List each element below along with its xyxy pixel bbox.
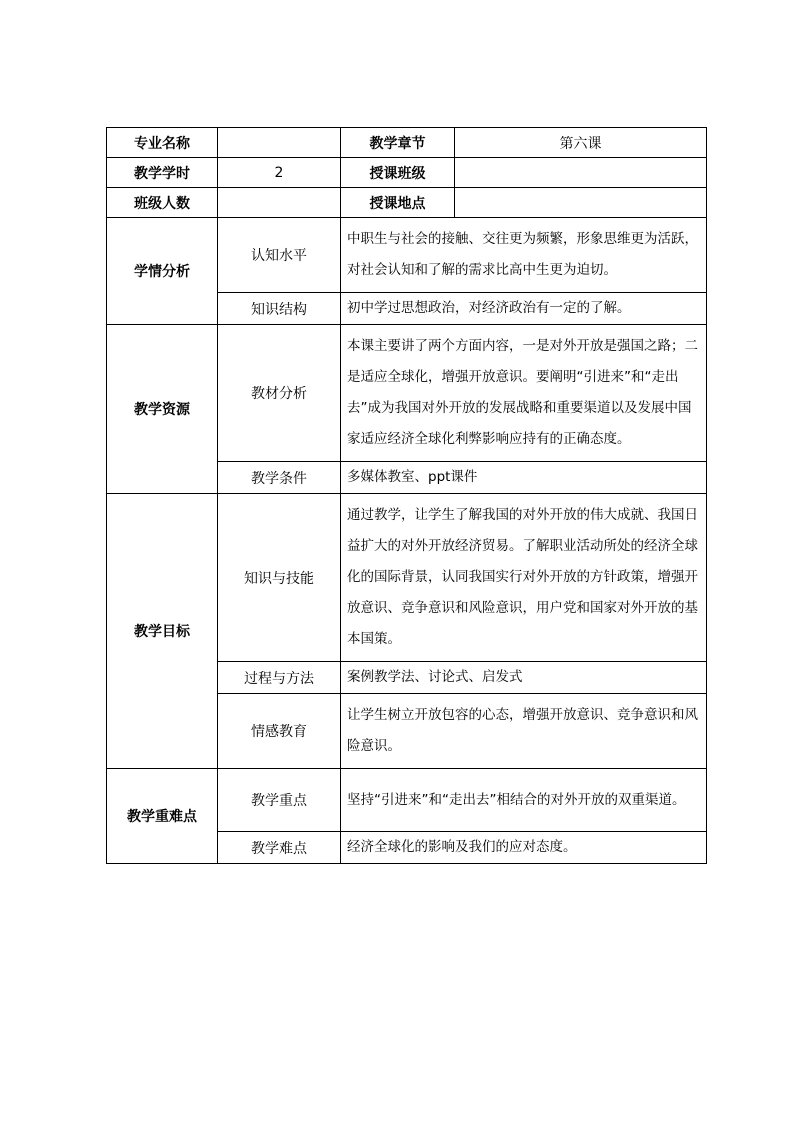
header-row-major bbox=[107, 128, 707, 158]
key-points-label: 教学重难点 bbox=[107, 769, 218, 864]
key-points-row-1 bbox=[107, 769, 707, 832]
count-label: 班级人数 bbox=[107, 188, 218, 218]
knowledge-skills-text: 通过教学，让学生了解我国的对外开放的伟大成就、我国日益扩大的对外开放经济贸易。了解职业活动所处的经济全球化的国际背景，认同我国实行对外开放的方针政策，增强开放意识、竞争意识和风险意识，用户党和国家对外开放的基本国策。 bbox=[341, 494, 707, 662]
emotional-education-text: 让学生树立开放包容的心态，增强开放意识、竞争意识和风险意识。 bbox=[341, 694, 707, 769]
difficult-point-label: 教学难点 bbox=[218, 832, 341, 864]
resources-label: 教学资源 bbox=[107, 325, 218, 494]
chapter-value: 第六课 bbox=[455, 128, 707, 158]
count-value bbox=[218, 188, 341, 218]
cognitive-level-label: 认知水平 bbox=[218, 218, 341, 293]
emotional-education-label: 情感教育 bbox=[218, 694, 341, 769]
difficult-point-text: 经济全球化的影响及我们的应对态度。 bbox=[341, 832, 707, 864]
objectives-label: 教学目标 bbox=[107, 494, 218, 769]
major-label: 专业名称 bbox=[107, 128, 218, 158]
location-value bbox=[455, 188, 707, 218]
hours-label: 教学学时 bbox=[107, 158, 218, 188]
location-label: 授课地点 bbox=[341, 188, 455, 218]
textbook-analysis-label: 教材分析 bbox=[218, 325, 341, 462]
major-value bbox=[218, 128, 341, 158]
student-analysis-row-1 bbox=[107, 218, 707, 293]
student-analysis-label: 学情分析 bbox=[107, 218, 218, 325]
header-row-count bbox=[107, 188, 707, 218]
knowledge-structure-text: 初中学过思想政治，对经济政治有一定的了解。 bbox=[341, 293, 707, 325]
class-value bbox=[455, 158, 707, 188]
knowledge-skills-label: 知识与技能 bbox=[218, 494, 341, 662]
textbook-analysis-text: 本课主要讲了两个方面内容，一是对外开放是强国之路；二是适应全球化，增强开放意识。要阐明“引进来”和“走出去”成为我国对外开放的发展战略和重要渠道以及发展中国家适应经济全球化利弊影响应持有的正确态度。 bbox=[341, 325, 707, 462]
knowledge-structure-label: 知识结构 bbox=[218, 293, 341, 325]
resources-row-1 bbox=[107, 325, 707, 462]
header-row-hours bbox=[107, 158, 707, 188]
objectives-row-1 bbox=[107, 494, 707, 662]
key-point-label: 教学重点 bbox=[218, 769, 341, 832]
key-point-text: 坚持“引进来”和“走出去”相结合的对外开放的双重渠道。 bbox=[341, 769, 707, 832]
hours-value: 2 bbox=[218, 158, 341, 188]
class-label: 授课班级 bbox=[341, 158, 455, 188]
teaching-conditions-label: 教学条件 bbox=[218, 462, 341, 494]
cognitive-level-text: 中职生与社会的接触、交往更为频繁，形象思维更为活跃，对社会认知和了解的需求比高中生更为迫切。 bbox=[341, 218, 707, 293]
chapter-label: 教学章节 bbox=[341, 128, 455, 158]
process-methods-label: 过程与方法 bbox=[218, 662, 341, 694]
teaching-conditions-text: 多媒体教室、ppt课件 bbox=[341, 462, 707, 494]
lesson-plan-table bbox=[106, 127, 707, 864]
process-methods-text: 案例教学法、讨论式、启发式 bbox=[341, 662, 707, 694]
